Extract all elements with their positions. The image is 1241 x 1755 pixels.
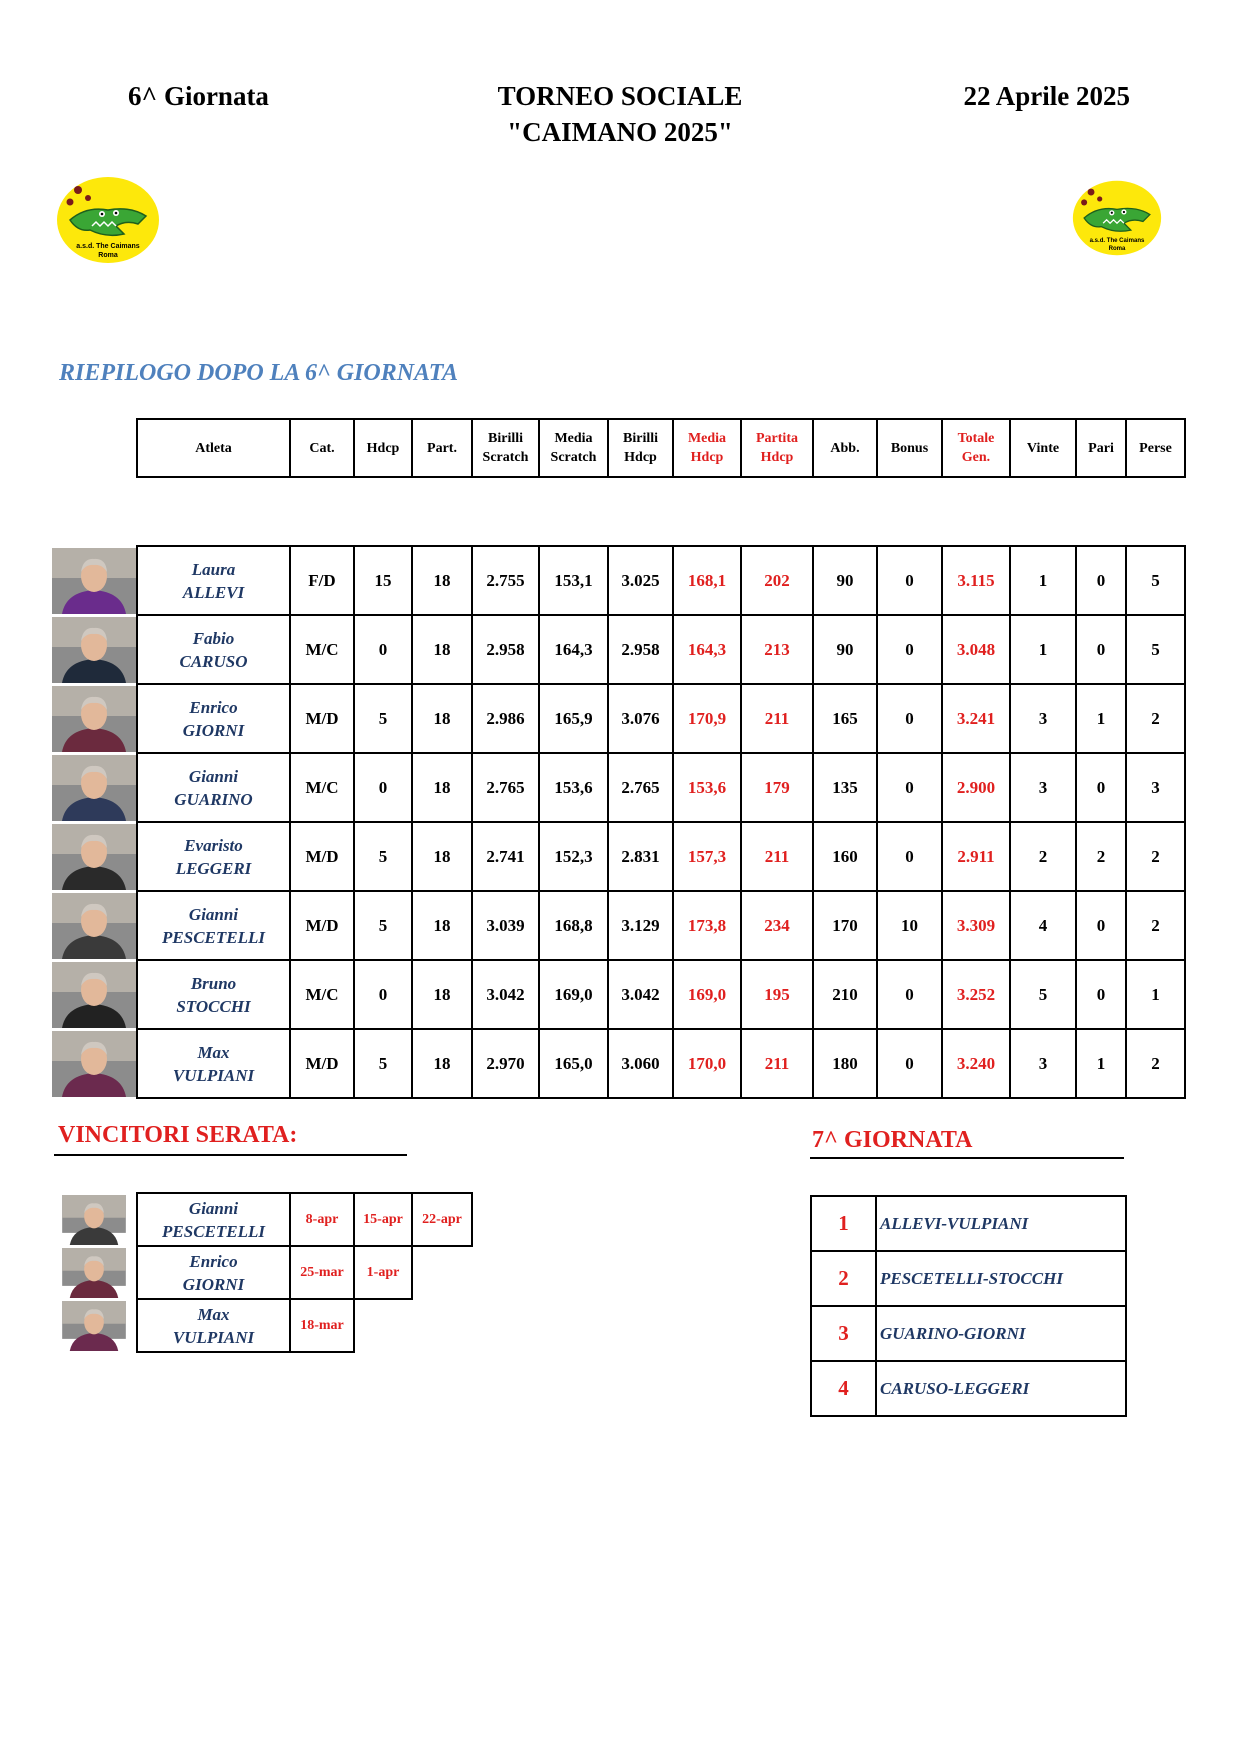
table-row: [52, 1029, 1185, 1098]
cell-media-scratch: 153,6: [539, 753, 608, 822]
logo-text-line1: a.s.d. The Caimans: [76, 243, 140, 250]
winner-first-name: Gianni: [188, 1198, 239, 1218]
photo-cell: [52, 1029, 137, 1098]
table-row: [52, 891, 1185, 960]
win-date: 22-apr: [412, 1193, 472, 1246]
cell-hdcp: 0: [354, 960, 412, 1029]
cell-totale: 2.900: [942, 753, 1010, 822]
cell-birilli-hdcp: 2.831: [608, 822, 673, 891]
player-first-name: Gianni: [188, 904, 239, 924]
cell-atleta: [137, 753, 290, 822]
match-pair: GUARINO-GIORNI: [876, 1306, 1126, 1361]
cell-atleta: [137, 960, 290, 1029]
cell-part: 18: [412, 546, 472, 615]
cell-atleta: [137, 891, 290, 960]
cell-media-hdcp: 153,6: [673, 753, 741, 822]
table-row: [52, 615, 1185, 684]
cell-part: 18: [412, 1029, 472, 1098]
cell-cat: M/D: [290, 1029, 354, 1098]
cell-totale: 3.240: [942, 1029, 1010, 1098]
player-last-name: STOCCHI: [176, 996, 251, 1016]
cell-partita-hdcp: 179: [741, 753, 813, 822]
cell-bonus: 0: [877, 684, 942, 753]
cell-cat: M/D: [290, 891, 354, 960]
round-label: 6^ Giornata: [128, 81, 269, 111]
cell-abb: 160: [813, 822, 877, 891]
cell-vinte: 3: [1010, 684, 1076, 753]
cell-birilli-hdcp: 3.060: [608, 1029, 673, 1098]
win-date: 25-mar: [290, 1246, 354, 1299]
cell-totale: 3.252: [942, 960, 1010, 1029]
cell-birilli-hdcp: 2.765: [608, 753, 673, 822]
cell-totale: 3.241: [942, 684, 1010, 753]
cell-perse: 2: [1126, 1029, 1185, 1098]
cell-partita-hdcp: 202: [741, 546, 813, 615]
cell-pari: 0: [1076, 615, 1126, 684]
cell-perse: 5: [1126, 546, 1185, 615]
cell-partita-hdcp: 211: [741, 1029, 813, 1098]
cell-birilli-hdcp: 3.042: [608, 960, 673, 1029]
cell-vinte: 5: [1010, 960, 1076, 1029]
empty-cell: [412, 1246, 472, 1299]
cell-perse: 2: [1126, 822, 1185, 891]
cell-part: 18: [412, 822, 472, 891]
cell-abb: 90: [813, 615, 877, 684]
cell-media-hdcp: 170,0: [673, 1029, 741, 1098]
club-logo-left: [56, 176, 160, 264]
cell-hdcp: 5: [354, 822, 412, 891]
col-atleta: Atleta: [137, 419, 290, 477]
match-number: 4: [811, 1361, 876, 1416]
player-last-name: VULPIANI: [172, 1065, 255, 1085]
cell-birilli-scratch: 2.741: [472, 822, 539, 891]
winner-first-name: Enrico: [189, 1251, 238, 1271]
cell-media-hdcp: 169,0: [673, 960, 741, 1029]
table-row: [52, 546, 1185, 615]
player-first-name: Gianni: [188, 766, 239, 786]
cell-cat: F/D: [290, 546, 354, 615]
cell-vinte: 1: [1010, 546, 1076, 615]
cell-vinte: 2: [1010, 822, 1076, 891]
match-row: [811, 1306, 1126, 1361]
cell-cat: M/C: [290, 753, 354, 822]
col-label-line: Hdcp: [624, 450, 657, 465]
cell-totale: 2.911: [942, 822, 1010, 891]
club-logo-right: [1072, 178, 1162, 258]
cell-media-scratch: 153,1: [539, 546, 608, 615]
cell-media-scratch: 168,8: [539, 891, 608, 960]
cell-pari: 2: [1076, 822, 1126, 891]
player-photo: [52, 548, 136, 614]
cell-abb: 135: [813, 753, 877, 822]
col-birilli-scratch: [472, 419, 539, 477]
summary-title: RIEPILOGO DOPO LA 6^ GIORNATA: [59, 360, 459, 386]
cell-birilli-hdcp: 3.025: [608, 546, 673, 615]
cell-birilli-hdcp: 2.958: [608, 615, 673, 684]
empty-cell: [354, 1299, 412, 1352]
cell-hdcp: 5: [354, 891, 412, 960]
cell-partita-hdcp: 234: [741, 891, 813, 960]
cell-birilli-scratch: 2.765: [472, 753, 539, 822]
cell-totale: 3.048: [942, 615, 1010, 684]
cell-hdcp: 5: [354, 684, 412, 753]
cell-bonus: 0: [877, 822, 942, 891]
logo-text-line1: a.s.d. The Caimans: [1089, 238, 1145, 245]
col-media-scratch: [539, 419, 608, 477]
cell-birilli-scratch: 2.755: [472, 546, 539, 615]
cell-bonus: 0: [877, 1029, 942, 1098]
col-totale: [942, 419, 1010, 477]
player-first-name: Laura: [191, 559, 236, 579]
cell-abb: 170: [813, 891, 877, 960]
col-label-line: Birilli: [488, 431, 523, 446]
player-last-name: PESCETELLI: [162, 927, 265, 947]
next-round-title: 7^ GIORNATA: [812, 1127, 973, 1153]
cell-birilli-scratch: 2.958: [472, 615, 539, 684]
winner-row: [52, 1299, 472, 1352]
winner-row: [52, 1246, 472, 1299]
cell-vinte: 1: [1010, 615, 1076, 684]
photo-cell: [52, 753, 137, 822]
cell-pari: 0: [1076, 546, 1126, 615]
photo-cell: [52, 684, 137, 753]
player-last-name: GIORNI: [182, 720, 245, 740]
cell-media-hdcp: 170,9: [673, 684, 741, 753]
cell-totale: 3.309: [942, 891, 1010, 960]
logo-text-line2: Roma: [98, 252, 118, 259]
photo-cell: [52, 615, 137, 684]
col-label-line: Media: [554, 431, 593, 446]
tournament-title-line1: TORNEO SOCIALE: [497, 81, 743, 111]
photo-cell: [52, 822, 137, 891]
winner-last-name: PESCETELLI: [162, 1221, 265, 1241]
logo-text-line2: Roma: [1108, 246, 1126, 253]
cell-media-hdcp: 164,3: [673, 615, 741, 684]
cell-hdcp: 15: [354, 546, 412, 615]
cell-atleta: [137, 822, 290, 891]
cell-abb: 180: [813, 1029, 877, 1098]
cell-media-hdcp: 173,8: [673, 891, 741, 960]
cell-media-scratch: 169,0: [539, 960, 608, 1029]
col-pari: Pari: [1076, 419, 1126, 477]
cell-pari: 1: [1076, 1029, 1126, 1098]
cell-birilli-scratch: 2.970: [472, 1029, 539, 1098]
cell-media-hdcp: 168,1: [673, 546, 741, 615]
player-photo: [52, 686, 136, 752]
date-label: 22 Aprile 2025: [963, 81, 1130, 111]
cell-vinte: 3: [1010, 753, 1076, 822]
col-label-line: Media: [687, 431, 727, 446]
cell-birilli-scratch: 2.986: [472, 684, 539, 753]
next-round-table: [810, 1195, 1127, 1417]
cell-pari: 0: [1076, 753, 1126, 822]
table-row: [52, 753, 1185, 822]
col-label-line: Scratch: [482, 450, 529, 465]
tournament-title: [420, 78, 820, 150]
winner-last-name: GIORNI: [182, 1274, 245, 1294]
match-row: [811, 1361, 1126, 1416]
cell-hdcp: 0: [354, 615, 412, 684]
player-first-name: Evaristo: [184, 835, 243, 855]
player-photo: [52, 962, 136, 1028]
col-label-line: Totale: [957, 431, 995, 446]
col-partita-hdcp: [741, 419, 813, 477]
cell-cat: M/C: [290, 615, 354, 684]
player-first-name: Enrico: [189, 697, 238, 717]
player-photo: [52, 824, 136, 890]
player-last-name: CARUSO: [179, 651, 248, 671]
cell-birilli-hdcp: 3.076: [608, 684, 673, 753]
photo-cell: [52, 1299, 137, 1352]
cell-part: 18: [412, 684, 472, 753]
cell-media-hdcp: 157,3: [673, 822, 741, 891]
cell-perse: 3: [1126, 753, 1185, 822]
cell-media-scratch: 152,3: [539, 822, 608, 891]
cell-hdcp: 0: [354, 753, 412, 822]
win-date: 8-apr: [290, 1193, 354, 1246]
summary-table: [52, 418, 1186, 1099]
table-row: [52, 960, 1185, 1029]
summary-header-row: [52, 419, 1185, 477]
cell-vinte: 3: [1010, 1029, 1076, 1098]
photo-cell: [52, 1246, 137, 1299]
match-number: 1: [811, 1196, 876, 1251]
col-label-line: Birilli: [623, 431, 658, 446]
winner-name: [137, 1299, 290, 1352]
match-row: [811, 1251, 1126, 1306]
cell-perse: 2: [1126, 684, 1185, 753]
col-label-line: Partita: [756, 431, 798, 446]
photo-cell: [52, 1193, 137, 1246]
photo-cell: [52, 891, 137, 960]
match-number: 2: [811, 1251, 876, 1306]
win-date: 18-mar: [290, 1299, 354, 1352]
player-last-name: LEGGERI: [175, 858, 252, 878]
cell-part: 18: [412, 615, 472, 684]
player-last-name: ALLEVI: [182, 582, 245, 602]
cell-atleta: [137, 1029, 290, 1098]
cell-pari: 1: [1076, 684, 1126, 753]
winner-first-name: Max: [197, 1304, 230, 1324]
cell-abb: 90: [813, 546, 877, 615]
player-photo: [52, 1195, 136, 1245]
cell-bonus: 0: [877, 546, 942, 615]
cell-atleta: [137, 546, 290, 615]
winner-row: [52, 1193, 472, 1246]
cell-atleta: [137, 684, 290, 753]
cell-perse: 5: [1126, 615, 1185, 684]
player-last-name: GUARINO: [174, 789, 253, 809]
col-birilli-hdcp: [608, 419, 673, 477]
cell-partita-hdcp: 195: [741, 960, 813, 1029]
col-label-line: Gen.: [961, 450, 991, 465]
photo-cell: [52, 960, 137, 1029]
cell-media-scratch: 165,9: [539, 684, 608, 753]
cell-birilli-scratch: 3.042: [472, 960, 539, 1029]
cell-abb: 210: [813, 960, 877, 1029]
col-hdcp: Hdcp: [354, 419, 412, 477]
cell-atleta: [137, 615, 290, 684]
cell-cat: M/C: [290, 960, 354, 1029]
col-label-line: Scratch: [550, 450, 597, 465]
col-media-hdcp: [673, 419, 741, 477]
col-label-line: Hdcp: [690, 450, 724, 465]
cell-bonus: 0: [877, 960, 942, 1029]
player-first-name: Max: [197, 1042, 230, 1062]
cell-totale: 3.115: [942, 546, 1010, 615]
win-date: 15-apr: [354, 1193, 412, 1246]
match-pair: CARUSO-LEGGERI: [876, 1361, 1126, 1416]
winners-underline: [54, 1154, 407, 1156]
winners-title: VINCITORI SERATA:: [58, 1122, 298, 1148]
player-photo: [52, 617, 136, 683]
table-row: [52, 822, 1185, 891]
player-photo: [52, 1301, 136, 1351]
player-photo: [52, 893, 136, 959]
col-part: Part.: [412, 419, 472, 477]
photo-cell: [52, 546, 137, 615]
cell-bonus: 0: [877, 615, 942, 684]
match-pair: PESCETELLI-STOCCHI: [876, 1251, 1126, 1306]
cell-birilli-hdcp: 3.129: [608, 891, 673, 960]
tournament-title-line2: "CAIMANO 2025": [507, 117, 733, 147]
cell-pari: 0: [1076, 891, 1126, 960]
empty-cell: [412, 1299, 472, 1352]
player-photo: [52, 1031, 136, 1097]
cell-birilli-scratch: 3.039: [472, 891, 539, 960]
winners-table: [52, 1192, 473, 1353]
cell-part: 18: [412, 960, 472, 1029]
col-perse: Perse: [1126, 419, 1185, 477]
winner-name: [137, 1193, 290, 1246]
cell-abb: 165: [813, 684, 877, 753]
cell-hdcp: 5: [354, 1029, 412, 1098]
photo-column-header: [52, 419, 137, 477]
cell-partita-hdcp: 213: [741, 615, 813, 684]
col-cat: Cat.: [290, 419, 354, 477]
win-date: 1-apr: [354, 1246, 412, 1299]
cell-perse: 1: [1126, 960, 1185, 1029]
winner-name: [137, 1246, 290, 1299]
player-photo: [52, 1248, 136, 1298]
cell-part: 18: [412, 753, 472, 822]
player-first-name: Fabio: [192, 628, 235, 648]
cell-pari: 0: [1076, 960, 1126, 1029]
cell-perse: 2: [1126, 891, 1185, 960]
match-pair: ALLEVI-VULPIANI: [876, 1196, 1126, 1251]
cell-media-scratch: 165,0: [539, 1029, 608, 1098]
col-bonus: Bonus: [877, 419, 942, 477]
match-number: 3: [811, 1306, 876, 1361]
match-row: [811, 1196, 1126, 1251]
table-row: [52, 684, 1185, 753]
cell-bonus: 10: [877, 891, 942, 960]
cell-cat: M/D: [290, 684, 354, 753]
cell-partita-hdcp: 211: [741, 822, 813, 891]
player-first-name: Bruno: [190, 973, 237, 993]
cell-vinte: 4: [1010, 891, 1076, 960]
col-abb: Abb.: [813, 419, 877, 477]
cell-part: 18: [412, 891, 472, 960]
cell-bonus: 0: [877, 753, 942, 822]
player-photo: [52, 755, 136, 821]
col-vinte: Vinte: [1010, 419, 1076, 477]
col-label-line: Hdcp: [760, 450, 794, 465]
table-gap: [52, 477, 1185, 546]
next-round-underline: [810, 1157, 1124, 1159]
winner-last-name: VULPIANI: [172, 1327, 255, 1347]
cell-partita-hdcp: 211: [741, 684, 813, 753]
cell-media-scratch: 164,3: [539, 615, 608, 684]
cell-cat: M/D: [290, 822, 354, 891]
